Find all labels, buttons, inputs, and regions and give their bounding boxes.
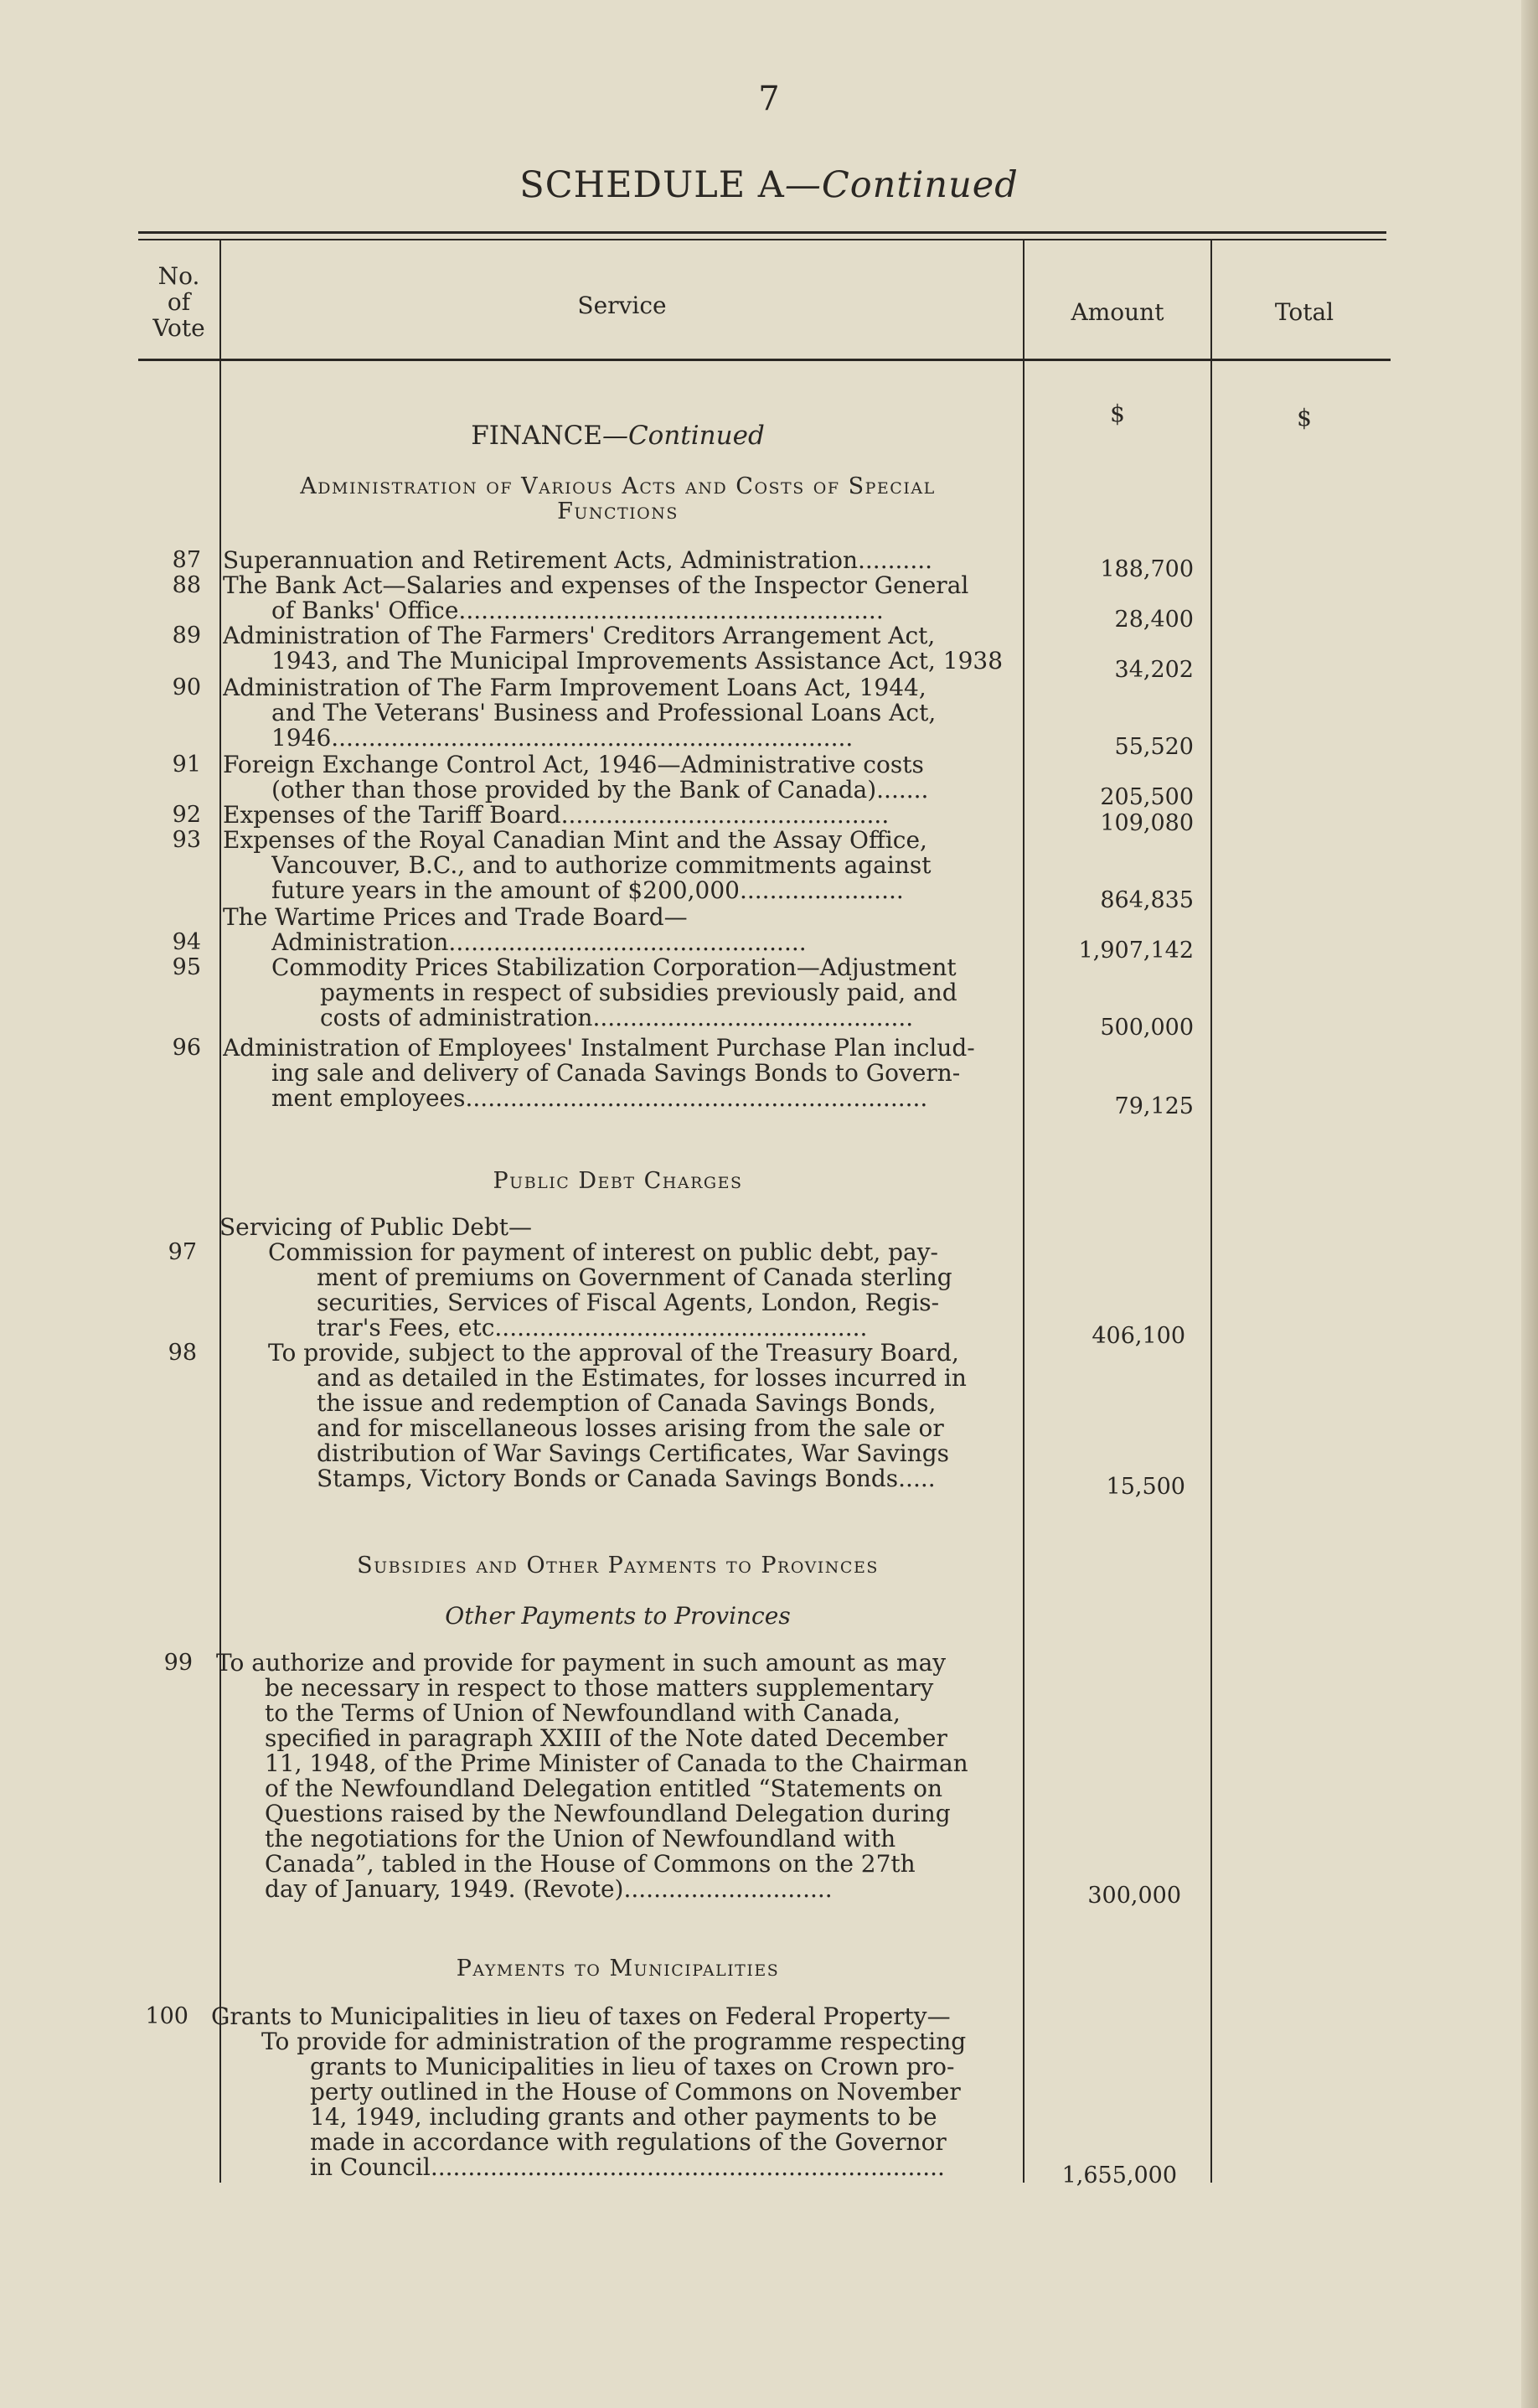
service-line: of the Newfoundland Delegation entitled “Statements on	[265, 1776, 943, 1801]
service-line: Expenses of the Tariff Board............................................	[223, 803, 890, 828]
amount-value: 28,400	[1114, 607, 1194, 633]
vote-number: 94	[172, 929, 201, 955]
amount-value: 205,500	[1100, 784, 1194, 810]
amount-value: 1,655,000	[1061, 2163, 1177, 2188]
header-amount: Amount	[1071, 298, 1164, 326]
amount-value: 406,100	[1092, 1323, 1185, 1349]
service-line: Commission for payment of interest on public debt, pay-	[268, 1240, 939, 1265]
schedule-title-continued: —Continued	[784, 164, 1019, 206]
service-line: Questions raised by the Newfoundland Delegation during	[265, 1801, 951, 1827]
service-line: made in accordance with regulations of the Governor	[310, 2130, 947, 2155]
header-total: Total	[1274, 298, 1334, 326]
service-line: 1943, and The Municipal Improvements Assistance Act, 1938	[271, 649, 1004, 674]
service-line: Grants to Municipalities in lieu of taxes on Federal Property—	[211, 2004, 951, 2029]
page-number: 7	[758, 80, 780, 118]
amount-column-rule	[1210, 240, 1212, 2183]
service-line: future years in the amount of $200,000......................	[271, 878, 904, 903]
service-line: The Bank Act—Salaries and expenses of the Inspector General	[223, 573, 969, 598]
service-line: payments in respect of subsidies previously paid, and	[320, 980, 957, 1005]
header-service: Service	[577, 292, 667, 319]
service-line: Foreign Exchange Control Act, 1946—Administrative costs	[223, 752, 924, 778]
finance-heading: FINANCE	[471, 421, 602, 451]
vote-number: 92	[172, 802, 201, 828]
vote-number: 95	[172, 954, 201, 980]
service-line: be necessary in respect to those matters supplementary	[265, 1676, 934, 1701]
service-line: Administration of The Farm Improvement Loans Act, 1944,	[223, 675, 926, 700]
finance-heading-suffix: —Continued	[601, 421, 765, 451]
section-subsidies-heading: Subsidies and Other Payments to Provinces	[357, 1553, 879, 1579]
section-admin-heading	[222, 474, 1014, 524]
amount-value: 188,700	[1100, 556, 1194, 582]
vote-number: 100	[145, 2003, 188, 2029]
service-line: Stamps, Victory Bonds or Canada Savings Bonds.....	[317, 1466, 936, 1491]
service-line: The Wartime Prices and Trade Board—	[223, 905, 688, 930]
service-line: Superannuation and Retirement Acts, Administration..........	[223, 548, 933, 573]
service-line: the issue and redemption of Canada Savings Bonds,	[317, 1391, 937, 1416]
header-bottom-rule	[138, 359, 1391, 361]
service-line: grants to Municipalities in lieu of taxes on Crown pro-	[310, 2054, 955, 2080]
service-line: trar's Fees, etc..................................................	[317, 1315, 868, 1341]
header-vote-l2: of	[167, 288, 191, 316]
service-line: and for miscellaneous losses arising from the sale or	[317, 1416, 944, 1441]
amount-value: 15,500	[1106, 1474, 1185, 1500]
amount-value: 109,080	[1100, 810, 1194, 836]
currency-total: $	[1297, 404, 1312, 431]
service-line: ing sale and delivery of Canada Savings Bonds to Govern-	[271, 1061, 961, 1086]
page-edge	[1521, 0, 1538, 2408]
vote-number: 88	[172, 572, 201, 598]
amount-value: 500,000	[1100, 1015, 1194, 1041]
service-line: Administration of Employees' Instalment Purchase Plan includ-	[223, 1036, 975, 1061]
service-line: distribution of War Savings Certificates, War Savings	[317, 1441, 950, 1466]
service-line: (other than those provided by the Bank of Canada).......	[271, 778, 929, 803]
section-municipalities-heading: Payments to Municipalities	[456, 1956, 780, 1982]
admin-heading-l1: Administration of Various Acts and Costs of Special	[300, 473, 936, 499]
service-line: ment of premiums on Government of Canada sterling	[317, 1265, 952, 1290]
section-subsidies-subheading: Other Payments to Provinces	[445, 1602, 791, 1630]
amount-value: 34,202	[1114, 657, 1194, 683]
service-line: specified in paragraph XXIII of the Note dated December	[265, 1726, 947, 1751]
service-line: to the Terms of Union of Newfoundland with Canada,	[265, 1701, 901, 1726]
service-line: the negotiations for the Union of Newfoundland with	[265, 1827, 896, 1852]
service-line: and as detailed in the Estimates, for losses incurred in	[317, 1366, 967, 1391]
table-top-rule-2	[138, 239, 1386, 240]
service-line: ment employees..............................................................	[271, 1086, 928, 1111]
service-line: Expenses of the Royal Canadian Mint and the Assay Office,	[223, 828, 927, 853]
amount-value: 79,125	[1114, 1093, 1194, 1119]
currency-amount: $	[1110, 400, 1125, 427]
service-line: 14, 1949, including grants and other payments to be	[310, 2105, 937, 2130]
service-line: To provide for administration of the programme respecting	[261, 2029, 967, 2054]
vote-number: 96	[172, 1035, 201, 1061]
service-line: Canada”, tabled in the House of Commons on the 27th	[265, 1852, 916, 1877]
service-line: securities, Services of Fiscal Agents, London, Regis-	[317, 1290, 940, 1315]
vote-number: 91	[172, 752, 201, 778]
section-finance-heading	[222, 421, 1014, 451]
header-vote	[138, 263, 219, 341]
service-line: To authorize and provide for payment in such amount as may	[216, 1651, 947, 1676]
amount-value: 864,835	[1100, 887, 1194, 913]
admin-heading-l2: Functions	[557, 499, 679, 524]
service-line: Vancouver, B.C., and to authorize commitments against	[271, 853, 932, 878]
section-debt-heading: Public Debt Charges	[493, 1168, 743, 1194]
service-line: 1946......................................................................	[271, 726, 854, 751]
vote-column-rule	[219, 240, 221, 2183]
service-line: Servicing of Public Debt—	[219, 1215, 533, 1240]
vote-number: 89	[172, 623, 201, 649]
service-line: Administration of The Farmers' Creditors Arrangement Act,	[223, 623, 936, 649]
service-line: To provide, subject to the approval of the Treasury Board,	[268, 1341, 959, 1366]
vote-number: 87	[172, 547, 201, 573]
amount-value: 1,907,142	[1078, 938, 1194, 964]
schedule-title	[0, 164, 1538, 206]
service-line: costs of administration...........................................	[320, 1005, 914, 1031]
vote-number: 97	[168, 1239, 197, 1265]
vote-number: 98	[168, 1340, 197, 1366]
service-line: Administration................................................	[271, 930, 807, 955]
vote-number: 99	[163, 1650, 193, 1676]
service-line: Commodity Prices Stabilization Corporation—Adjustment	[271, 955, 957, 980]
amount-value: 300,000	[1087, 1883, 1181, 1909]
service-line: in Council.....................................................................	[310, 2155, 945, 2180]
vote-number: 93	[172, 827, 201, 853]
header-vote-l3: Vote	[152, 314, 205, 342]
service-line: of Banks' Office.........................................................	[271, 598, 884, 623]
service-line: and The Veterans' Business and Professional Loans Act,	[271, 700, 937, 726]
service-line: 11, 1948, of the Prime Minister of Canada to the Chairman	[265, 1751, 968, 1776]
service-line: perty outlined in the House of Commons on November	[310, 2080, 961, 2105]
table-top-rule	[138, 231, 1386, 234]
vote-number: 90	[172, 674, 201, 700]
service-line: day of January, 1949. (Revote)............................	[265, 1877, 833, 1902]
schedule-title-text: SCHEDULE A	[519, 164, 785, 206]
amount-value: 55,520	[1114, 734, 1194, 760]
header-vote-l1: No.	[157, 262, 200, 290]
